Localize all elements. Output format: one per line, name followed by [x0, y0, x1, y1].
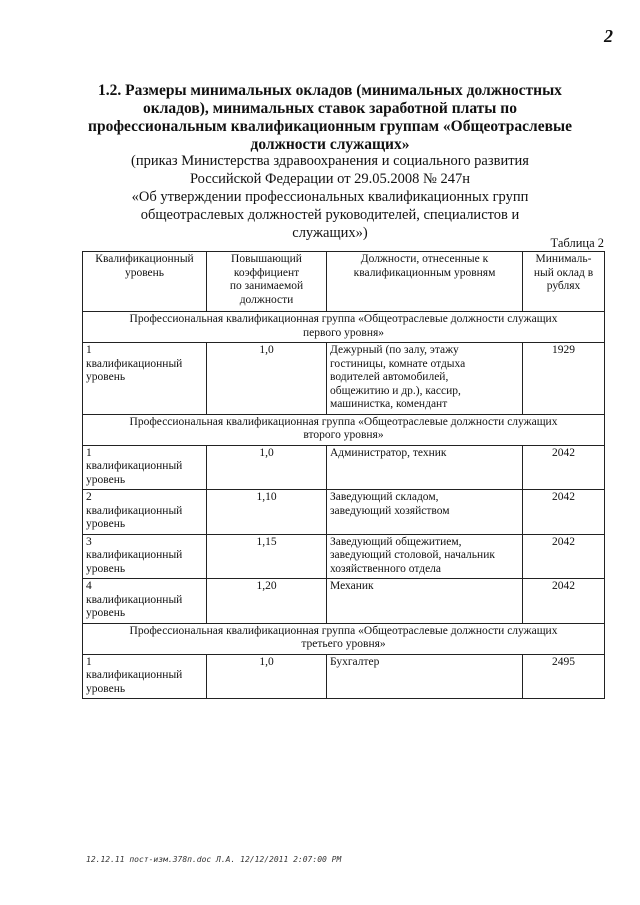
cell-coefficient: 1,15 [207, 534, 327, 579]
heading-line: окладов), минимальных ставок заработной платы по [143, 100, 517, 117]
table-row [83, 343, 605, 415]
header-coefficient: Повышающий коэффициент по занимаемой должности [207, 252, 327, 312]
table-header-row [83, 252, 605, 312]
group-title-row [83, 623, 605, 654]
subheading-line: служащих») [292, 225, 368, 241]
page-number: 2 [604, 26, 613, 46]
table-label: Таблица 2 [550, 236, 604, 250]
cell-positions: Заведующий общежитием, заведующий столовой, начальник хозяйственного отдела [327, 534, 523, 579]
group-title: Профессиональная квалификационная группа «Общеотраслевые должности служащих третьего уровня» [83, 623, 605, 654]
heading-line: 1.2. Размеры минимальных окладов (минимальных должностных [98, 82, 562, 99]
table-row [83, 534, 605, 579]
cell-salary: 1929 [523, 343, 605, 415]
cell-level: 1 квалификационный уровень [83, 654, 207, 699]
cell-salary: 2042 [523, 445, 605, 490]
heading-line: должности служащих» [250, 136, 410, 153]
cell-level: 3 квалификационный уровень [83, 534, 207, 579]
salary-table [82, 251, 605, 699]
cell-salary: 2495 [523, 654, 605, 699]
table-row [83, 654, 605, 699]
cell-level: 1 квалификационный уровень [83, 445, 207, 490]
subheading-line: «Об утверждении профессиональных квалификационных групп [131, 189, 529, 205]
cell-coefficient: 1,0 [207, 654, 327, 699]
cell-coefficient: 1,20 [207, 579, 327, 624]
cell-coefficient: 1,0 [207, 343, 327, 415]
table-row [83, 579, 605, 624]
cell-level: 2 квалификационный уровень [83, 490, 207, 535]
cell-positions: Дежурный (по залу, этажу гостиницы, комнате отдыха водителей автомобилей, общежитию и др.), кассир, машинистка, комендант [327, 343, 523, 415]
document-footer: 12.12.11 пост-изм.378п.doc Л.А. 12/12/2011 2:07:00 PM [86, 855, 342, 864]
cell-salary: 2042 [523, 579, 605, 624]
group-title-row [83, 414, 605, 445]
cell-positions: Механик [327, 579, 523, 624]
cell-positions: Бухгалтер [327, 654, 523, 699]
cell-level: 4 квалификационный уровень [83, 579, 207, 624]
cell-coefficient: 1,10 [207, 490, 327, 535]
cell-positions: Заведующий складом, заведующий хозяйством [327, 490, 523, 535]
table-row [83, 445, 605, 490]
cell-coefficient: 1,0 [207, 445, 327, 490]
cell-salary: 2042 [523, 490, 605, 535]
header-salary: Минималь- ный оклад в рублях [523, 252, 605, 312]
group-title: Профессиональная квалификационная группа «Общеотраслевые должности служащих первого уровня» [83, 312, 605, 343]
group-title-row [83, 312, 605, 343]
cell-positions: Администратор, техник [327, 445, 523, 490]
subheading-line: общеотраслевых должностей руководителей, специалистов и [140, 207, 520, 223]
section-heading [70, 82, 590, 154]
header-level: Квалификационный уровень [83, 252, 207, 312]
table-row [83, 490, 605, 535]
heading-line: профессиональным квалификационным группам «Общеотраслевые [88, 118, 572, 135]
group-title: Профессиональная квалификационная группа «Общеотраслевые должности служащих второго уровня» [83, 414, 605, 445]
cell-salary: 2042 [523, 534, 605, 579]
subheading-line: Российской Федерации от 29.05.2008 № 247н [189, 171, 471, 187]
order-reference [70, 152, 590, 242]
header-positions: Должности, отнесенные к квалификационным уровням [327, 252, 523, 312]
subheading-line: (приказ Министерства здравоохранения и социального развития [131, 153, 529, 169]
cell-level: 1 квалификационный уровень [83, 343, 207, 415]
